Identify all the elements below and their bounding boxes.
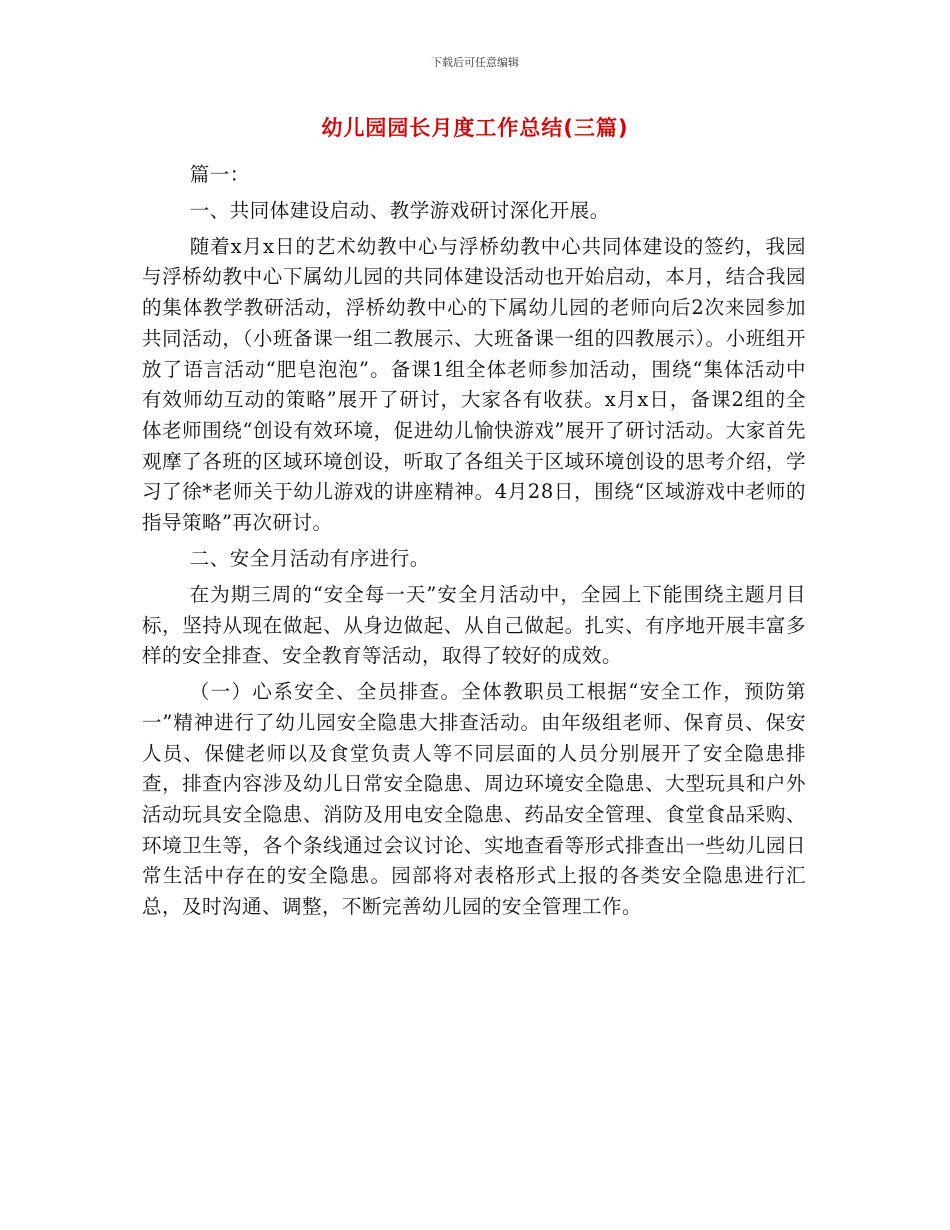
document-title: 幼儿园园长月度工作总结(三篇): [321, 116, 629, 140]
paragraph: 随着x月x日的艺术幼教中心与浮桥幼教中心共同体建设的签约，我园与浮桥幼教中心下属幼儿园的共同体建设活动也开始启动，本月，结合我园的集体教学教研活动，浮桥幼教中心的下属幼儿园的老师向后2次来园参加共同活动，（小班备课一组二教展示、大班备课一组的四教展示）。小班组开放了语言活动“肥皂泡泡”。备课1组全体老师参加活动，围绕“集体活动中有效师幼互动的策略”展开了研讨，大家各有收获。x月x日，备课2组的全体老师围绕“创设有效环境，促进幼儿愉快游戏”展开了研讨活动。大家首先观摩了各班的区域环境创设，听取了各组关于区域环境创设的思考介绍，学习了徐*老师关于幼儿游戏的讲座精神。4月28日，围绕“区域游戏中老师的指导策略”再次研讨。: [142, 234, 806, 535]
section-heading: 二、安全月活动有序进行。: [189, 547, 430, 570]
document-body: [142, 160, 806, 923]
paragraph: 篇一：: [189, 163, 250, 186]
paragraph: 在为期三周的“安全每一天”安全月活动中，全园上下能围绕主题月目标，坚持从现在做起、从身边做起、从自己做起。扎实、有序地开展丰富多样的安全排查、安全教育等活动，取得了较好的成效。: [142, 582, 806, 668]
section-heading: 一、共同体建设启动、教学游戏研讨深化开展。: [189, 198, 610, 222]
paragraph: （一）心系安全、全员排查。全体教职员工根据“安全工作，预防第一”精神进行了幼儿园安全隐患大排查活动。由年级组老师、保育员、保安人员、保健老师以及食堂负责人等不同层面的人员分别展开了安全隐患排查，排查内容涉及幼儿日常安全隐患、周边环境安全隐患、大型玩具和户外活动玩具安全隐患、消防及用电安全隐患、药品安全管理、食堂食品采购、环境卫生等，各个条线通过会议讨论、实地查看等形式排查出一些幼儿园日常生活中存在的安全隐患。园部将对表格形式上报的各类安全隐患进行汇总，及时沟通、调整，不断完善幼儿园的安全管理工作。: [142, 680, 806, 919]
page-header-note: 下载后可任意编辑: [431, 56, 519, 69]
